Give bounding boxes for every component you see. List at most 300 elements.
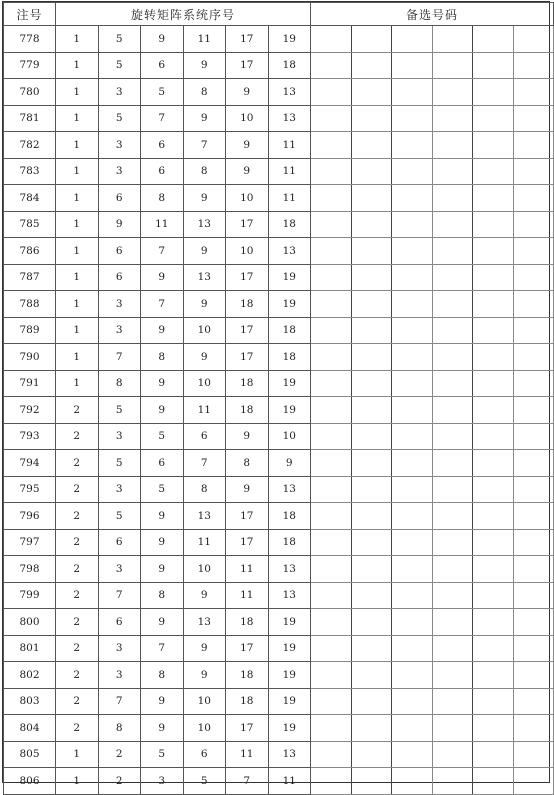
entry-number-cell: 792: [4, 397, 56, 424]
alternate-number-cell[interactable]: [432, 26, 473, 53]
matrix-number-cell: 17: [226, 26, 269, 53]
entry-number-cell: 782: [4, 132, 56, 159]
alternate-number-cell[interactable]: [473, 450, 514, 477]
alternate-number-cell[interactable]: [513, 105, 554, 132]
alternate-number-cell[interactable]: [473, 264, 514, 291]
alternate-number-cell[interactable]: [351, 688, 392, 715]
table-row: [4, 556, 554, 583]
matrix-number-cell: 1: [56, 26, 99, 53]
alternate-number-cell[interactable]: [311, 582, 352, 609]
matrix-number-cell: 1: [56, 132, 99, 159]
alternate-number-cell[interactable]: [392, 582, 433, 609]
matrix-number-cell: 17: [226, 529, 269, 556]
table-row: [4, 264, 554, 291]
table-row: [4, 238, 554, 265]
alternate-number-cell[interactable]: [311, 741, 352, 768]
alternate-number-cell[interactable]: [432, 211, 473, 238]
alternate-number-cell[interactable]: [311, 662, 352, 689]
alternate-number-cell[interactable]: [351, 582, 392, 609]
alternate-number-cell[interactable]: [311, 238, 352, 265]
matrix-number-cell: 13: [268, 741, 311, 768]
alternate-number-cell[interactable]: [513, 529, 554, 556]
matrix-number-cell: 8: [183, 79, 226, 106]
matrix-number-cell: 3: [98, 423, 141, 450]
table-row: [4, 688, 554, 715]
alternate-number-cell[interactable]: [432, 132, 473, 159]
table-row: [4, 635, 554, 662]
alternate-number-cell[interactable]: [513, 291, 554, 318]
matrix-number-cell: 9: [183, 635, 226, 662]
alternate-number-cell[interactable]: [432, 52, 473, 79]
alternate-number-cell[interactable]: [473, 768, 514, 795]
alternate-number-cell[interactable]: [473, 662, 514, 689]
alternate-number-cell[interactable]: [513, 370, 554, 397]
alternate-number-cell[interactable]: [311, 397, 352, 424]
alternate-number-cell[interactable]: [351, 397, 392, 424]
alternate-number-cell[interactable]: [432, 768, 473, 795]
matrix-number-cell: 9: [141, 397, 184, 424]
alternate-number-cell[interactable]: [311, 105, 352, 132]
matrix-number-cell: 10: [183, 556, 226, 583]
matrix-number-cell: 1: [56, 185, 99, 212]
alternate-number-cell[interactable]: [513, 476, 554, 503]
alternate-number-cell[interactable]: [351, 264, 392, 291]
alternate-number-cell[interactable]: [311, 185, 352, 212]
alternate-number-cell[interactable]: [311, 423, 352, 450]
matrix-number-cell: 17: [226, 715, 269, 742]
matrix-number-cell: 13: [183, 609, 226, 636]
alternate-number-cell[interactable]: [392, 211, 433, 238]
alternate-number-cell[interactable]: [513, 185, 554, 212]
alternate-number-cell[interactable]: [513, 52, 554, 79]
alternate-number-cell[interactable]: [432, 317, 473, 344]
matrix-number-cell: 3: [98, 132, 141, 159]
alternate-number-cell[interactable]: [392, 185, 433, 212]
alternate-number-cell[interactable]: [351, 317, 392, 344]
matrix-number-cell: 19: [268, 662, 311, 689]
alternate-number-cell[interactable]: [392, 79, 433, 106]
alternate-number-cell[interactable]: [392, 662, 433, 689]
matrix-number-cell: 18: [226, 609, 269, 636]
alternate-number-cell[interactable]: [351, 185, 392, 212]
matrix-number-cell: 17: [226, 317, 269, 344]
alternate-number-cell[interactable]: [392, 450, 433, 477]
matrix-number-cell: 5: [98, 397, 141, 424]
alternate-number-cell[interactable]: [513, 158, 554, 185]
matrix-number-cell: 2: [98, 768, 141, 795]
alternate-number-cell[interactable]: [513, 397, 554, 424]
entry-number-cell: 802: [4, 662, 56, 689]
alternate-number-cell[interactable]: [351, 238, 392, 265]
alternate-number-cell[interactable]: [513, 609, 554, 636]
alternate-number-cell[interactable]: [432, 264, 473, 291]
alternate-number-cell[interactable]: [473, 715, 514, 742]
alternate-number-cell[interactable]: [473, 688, 514, 715]
alternate-number-cell[interactable]: [351, 26, 392, 53]
alternate-number-cell[interactable]: [473, 503, 514, 530]
table-row: [4, 476, 554, 503]
alternate-number-cell[interactable]: [473, 741, 514, 768]
matrix-number-cell: 13: [268, 582, 311, 609]
alternate-number-cell[interactable]: [513, 582, 554, 609]
alternate-number-cell[interactable]: [432, 476, 473, 503]
matrix-number-cell: 13: [268, 79, 311, 106]
alternate-number-cell[interactable]: [473, 582, 514, 609]
matrix-number-cell: 8: [98, 370, 141, 397]
alternate-number-cell[interactable]: [351, 105, 392, 132]
matrix-number-cell: 8: [183, 476, 226, 503]
table-row: [4, 52, 554, 79]
alternate-number-cell[interactable]: [473, 317, 514, 344]
alternate-number-cell[interactable]: [311, 317, 352, 344]
table-row: [4, 503, 554, 530]
alternate-number-cell[interactable]: [351, 635, 392, 662]
entry-number-cell: 788: [4, 291, 56, 318]
alternate-number-cell[interactable]: [513, 344, 554, 371]
alternate-number-cell[interactable]: [392, 317, 433, 344]
alternate-number-cell[interactable]: [351, 211, 392, 238]
alternate-number-cell[interactable]: [392, 768, 433, 795]
matrix-number-cell: 5: [98, 105, 141, 132]
matrix-number-cell: 6: [98, 529, 141, 556]
matrix-number-cell: 3: [98, 79, 141, 106]
alternate-number-cell[interactable]: [311, 52, 352, 79]
alternate-number-cell[interactable]: [392, 609, 433, 636]
matrix-number-cell: 6: [98, 264, 141, 291]
alternate-number-cell[interactable]: [473, 476, 514, 503]
matrix-number-cell: 3: [141, 768, 184, 795]
alternate-number-cell[interactable]: [311, 476, 352, 503]
matrix-number-cell: 9: [141, 503, 184, 530]
alternate-number-cell[interactable]: [311, 370, 352, 397]
alternate-number-cell[interactable]: [432, 344, 473, 371]
matrix-number-cell: 19: [268, 264, 311, 291]
alternate-number-cell[interactable]: [392, 132, 433, 159]
alternate-number-cell[interactable]: [311, 715, 352, 742]
alternate-number-cell[interactable]: [473, 105, 514, 132]
table-row: [4, 317, 554, 344]
alternate-number-cell[interactable]: [392, 715, 433, 742]
matrix-number-cell: 5: [98, 52, 141, 79]
alternate-number-cell[interactable]: [513, 238, 554, 265]
alternate-number-cell[interactable]: [473, 211, 514, 238]
alternate-number-cell[interactable]: [392, 26, 433, 53]
matrix-number-cell: 13: [268, 105, 311, 132]
alternate-number-cell[interactable]: [392, 423, 433, 450]
alternate-number-cell[interactable]: [311, 79, 352, 106]
alternate-number-cell[interactable]: [513, 132, 554, 159]
alternate-number-cell[interactable]: [311, 556, 352, 583]
header-rotation-matrix: 旋转矩阵系统序号: [56, 3, 311, 26]
matrix-number-cell: 11: [226, 556, 269, 583]
alternate-number-cell[interactable]: [351, 556, 392, 583]
matrix-number-cell: 11: [183, 397, 226, 424]
alternate-number-cell[interactable]: [311, 529, 352, 556]
alternate-number-cell[interactable]: [311, 26, 352, 53]
table-row: [4, 397, 554, 424]
alternate-number-cell[interactable]: [432, 609, 473, 636]
matrix-number-cell: 10: [183, 688, 226, 715]
matrix-number-cell: 7: [98, 344, 141, 371]
alternate-number-cell[interactable]: [513, 79, 554, 106]
alternate-number-cell[interactable]: [513, 423, 554, 450]
alternate-number-cell[interactable]: [351, 741, 392, 768]
matrix-number-cell: 17: [226, 211, 269, 238]
alternate-number-cell[interactable]: [351, 370, 392, 397]
alternate-number-cell[interactable]: [392, 238, 433, 265]
matrix-number-cell: 11: [268, 185, 311, 212]
matrix-number-cell: 7: [141, 635, 184, 662]
alternate-number-cell[interactable]: [392, 476, 433, 503]
alternate-number-cell[interactable]: [473, 185, 514, 212]
matrix-number-cell: 18: [268, 317, 311, 344]
matrix-number-cell: 19: [268, 635, 311, 662]
alternate-number-cell[interactable]: [473, 79, 514, 106]
alternate-number-cell[interactable]: [432, 238, 473, 265]
alternate-number-cell[interactable]: [432, 688, 473, 715]
alternate-number-cell[interactable]: [392, 105, 433, 132]
matrix-number-cell: 10: [268, 423, 311, 450]
alternate-number-cell[interactable]: [473, 158, 514, 185]
matrix-number-cell: 13: [183, 211, 226, 238]
matrix-number-cell: 5: [98, 26, 141, 53]
alternate-number-cell[interactable]: [432, 423, 473, 450]
alternate-number-cell[interactable]: [513, 556, 554, 583]
alternate-number-cell[interactable]: [513, 741, 554, 768]
matrix-number-cell: 3: [98, 317, 141, 344]
matrix-number-cell: 17: [226, 503, 269, 530]
entry-number-cell: 787: [4, 264, 56, 291]
matrix-number-cell: 17: [226, 52, 269, 79]
alternate-number-cell[interactable]: [513, 768, 554, 795]
matrix-number-cell: 18: [268, 344, 311, 371]
alternate-number-cell[interactable]: [473, 397, 514, 424]
matrix-number-cell: 13: [183, 503, 226, 530]
alternate-number-cell[interactable]: [432, 370, 473, 397]
alternate-number-cell[interactable]: [351, 529, 392, 556]
alternate-number-cell[interactable]: [432, 397, 473, 424]
matrix-number-cell: 2: [56, 662, 99, 689]
alternate-number-cell[interactable]: [311, 344, 352, 371]
table-row: [4, 741, 554, 768]
alternate-number-cell[interactable]: [311, 609, 352, 636]
matrix-number-cell: 1: [56, 741, 99, 768]
alternate-number-cell[interactable]: [351, 158, 392, 185]
matrix-body: [4, 26, 554, 795]
matrix-number-cell: 1: [56, 211, 99, 238]
matrix-number-cell: 9: [226, 79, 269, 106]
matrix-number-cell: 1: [56, 158, 99, 185]
alternate-number-cell[interactable]: [351, 132, 392, 159]
alternate-number-cell[interactable]: [351, 79, 392, 106]
matrix-number-cell: 9: [141, 609, 184, 636]
matrix-number-cell: 18: [226, 662, 269, 689]
matrix-number-cell: 2: [56, 635, 99, 662]
alternate-number-cell[interactable]: [432, 635, 473, 662]
matrix-number-cell: 10: [226, 185, 269, 212]
table-row: [4, 79, 554, 106]
matrix-number-cell: 5: [98, 503, 141, 530]
alternate-number-cell[interactable]: [392, 370, 433, 397]
table-row: [4, 450, 554, 477]
alternate-number-cell[interactable]: [432, 662, 473, 689]
matrix-number-cell: 3: [98, 635, 141, 662]
alternate-number-cell[interactable]: [473, 238, 514, 265]
alternate-number-cell[interactable]: [432, 79, 473, 106]
matrix-number-cell: 19: [268, 26, 311, 53]
alternate-number-cell[interactable]: [392, 52, 433, 79]
alternate-number-cell[interactable]: [432, 503, 473, 530]
alternate-number-cell[interactable]: [351, 291, 392, 318]
alternate-number-cell[interactable]: [432, 556, 473, 583]
alternate-number-cell[interactable]: [311, 158, 352, 185]
alternate-number-cell[interactable]: [432, 741, 473, 768]
alternate-number-cell[interactable]: [432, 450, 473, 477]
matrix-number-cell: 19: [268, 688, 311, 715]
matrix-number-cell: 18: [268, 211, 311, 238]
matrix-number-cell: 7: [226, 768, 269, 795]
matrix-number-cell: 7: [183, 132, 226, 159]
alternate-number-cell[interactable]: [473, 609, 514, 636]
matrix-number-cell: 18: [226, 397, 269, 424]
matrix-number-cell: 7: [98, 582, 141, 609]
matrix-number-cell: 18: [268, 529, 311, 556]
matrix-number-cell: 6: [141, 450, 184, 477]
alternate-number-cell[interactable]: [392, 529, 433, 556]
matrix-number-cell: 9: [183, 291, 226, 318]
matrix-number-cell: 3: [98, 476, 141, 503]
alternate-number-cell[interactable]: [392, 397, 433, 424]
alternate-number-cell[interactable]: [473, 291, 514, 318]
matrix-number-cell: 6: [141, 52, 184, 79]
matrix-number-cell: 5: [141, 423, 184, 450]
alternate-number-cell[interactable]: [432, 529, 473, 556]
matrix-number-cell: 11: [226, 741, 269, 768]
alternate-number-cell[interactable]: [473, 556, 514, 583]
alternate-number-cell[interactable]: [311, 211, 352, 238]
matrix-number-cell: 8: [141, 662, 184, 689]
entry-number-cell: 795: [4, 476, 56, 503]
matrix-number-cell: 1: [56, 79, 99, 106]
alternate-number-cell[interactable]: [513, 26, 554, 53]
alternate-number-cell[interactable]: [473, 132, 514, 159]
matrix-number-cell: 17: [226, 264, 269, 291]
alternate-number-cell[interactable]: [311, 635, 352, 662]
alternate-number-cell[interactable]: [351, 768, 392, 795]
matrix-number-cell: 7: [141, 238, 184, 265]
alternate-number-cell[interactable]: [432, 582, 473, 609]
alternate-number-cell[interactable]: [351, 423, 392, 450]
alternate-number-cell[interactable]: [432, 105, 473, 132]
alternate-number-cell[interactable]: [311, 450, 352, 477]
header-row: [4, 3, 554, 26]
alternate-number-cell[interactable]: [473, 344, 514, 371]
alternate-number-cell[interactable]: [392, 503, 433, 530]
alternate-number-cell[interactable]: [432, 158, 473, 185]
matrix-number-cell: 19: [268, 609, 311, 636]
table-row: [4, 582, 554, 609]
alternate-number-cell[interactable]: [473, 26, 514, 53]
alternate-number-cell[interactable]: [311, 768, 352, 795]
matrix-number-cell: 9: [183, 344, 226, 371]
entry-number-cell: 780: [4, 79, 56, 106]
table-row: [4, 609, 554, 636]
alternate-number-cell[interactable]: [473, 52, 514, 79]
matrix-number-cell: 11: [268, 158, 311, 185]
alternate-number-cell[interactable]: [432, 291, 473, 318]
alternate-number-cell[interactable]: [392, 344, 433, 371]
table-row: [4, 185, 554, 212]
alternate-number-cell[interactable]: [351, 344, 392, 371]
table-row: [4, 344, 554, 371]
alternate-number-cell[interactable]: [392, 688, 433, 715]
entry-number-cell: 800: [4, 609, 56, 636]
alternate-number-cell[interactable]: [513, 211, 554, 238]
matrix-number-cell: 5: [141, 741, 184, 768]
matrix-number-cell: 6: [141, 158, 184, 185]
alternate-number-cell[interactable]: [392, 556, 433, 583]
matrix-number-cell: 13: [268, 556, 311, 583]
alternate-number-cell[interactable]: [432, 715, 473, 742]
matrix-number-cell: 2: [56, 397, 99, 424]
matrix-number-cell: 13: [268, 238, 311, 265]
alternate-number-cell[interactable]: [392, 741, 433, 768]
alternate-number-cell[interactable]: [392, 291, 433, 318]
alternate-number-cell[interactable]: [392, 264, 433, 291]
alternate-number-cell[interactable]: [351, 450, 392, 477]
alternate-number-cell[interactable]: [351, 715, 392, 742]
alternate-number-cell[interactable]: [432, 185, 473, 212]
alternate-number-cell[interactable]: [392, 635, 433, 662]
alternate-number-cell[interactable]: [473, 635, 514, 662]
alternate-number-cell[interactable]: [473, 423, 514, 450]
alternate-number-cell[interactable]: [513, 635, 554, 662]
matrix-number-cell: 8: [141, 582, 184, 609]
matrix-number-cell: 3: [98, 556, 141, 583]
alternate-number-cell[interactable]: [311, 132, 352, 159]
table-row: [4, 105, 554, 132]
matrix-number-cell: 17: [226, 635, 269, 662]
alternate-number-cell[interactable]: [311, 688, 352, 715]
alternate-number-cell[interactable]: [311, 503, 352, 530]
alternate-number-cell[interactable]: [473, 370, 514, 397]
matrix-number-cell: 9: [183, 238, 226, 265]
alternate-number-cell[interactable]: [513, 715, 554, 742]
entry-number-cell: 785: [4, 211, 56, 238]
alternate-number-cell[interactable]: [351, 609, 392, 636]
alternate-number-cell[interactable]: [513, 450, 554, 477]
matrix-number-cell: 9: [141, 556, 184, 583]
alternate-number-cell[interactable]: [351, 476, 392, 503]
alternate-number-cell[interactable]: [351, 503, 392, 530]
alternate-number-cell[interactable]: [311, 264, 352, 291]
entry-number-cell: 791: [4, 370, 56, 397]
alternate-number-cell[interactable]: [513, 662, 554, 689]
entry-number-cell: 796: [4, 503, 56, 530]
alternate-number-cell[interactable]: [351, 52, 392, 79]
alternate-number-cell[interactable]: [513, 264, 554, 291]
alternate-number-cell[interactable]: [513, 688, 554, 715]
alternate-number-cell[interactable]: [513, 503, 554, 530]
matrix-number-cell: 1: [56, 344, 99, 371]
alternate-number-cell[interactable]: [392, 158, 433, 185]
alternate-number-cell[interactable]: [351, 662, 392, 689]
alternate-number-cell[interactable]: [473, 529, 514, 556]
matrix-number-cell: 10: [226, 105, 269, 132]
matrix-number-cell: 2: [56, 688, 99, 715]
alternate-number-cell[interactable]: [311, 291, 352, 318]
alternate-number-cell[interactable]: [513, 317, 554, 344]
